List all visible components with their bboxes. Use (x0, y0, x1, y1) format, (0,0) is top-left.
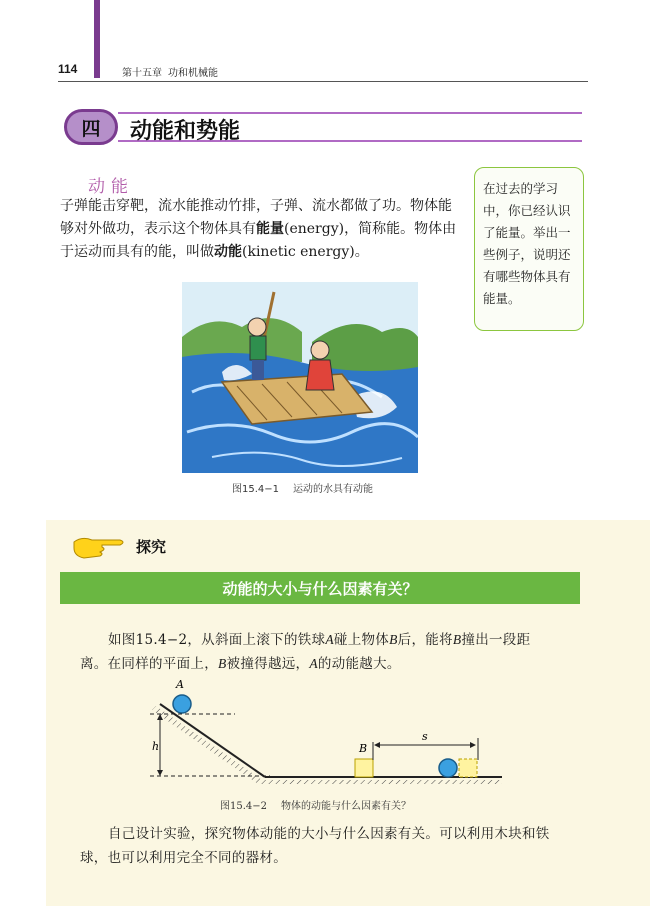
label-s: s (422, 730, 428, 743)
margin-note-box (474, 167, 584, 331)
figure1-number: 图15.4−1 (232, 484, 280, 495)
header-divider (58, 81, 588, 82)
section-title: 动能和势能 (130, 119, 241, 144)
inquiry-text-e: 被撞得越远， (226, 656, 310, 672)
term-kinetic-energy: 动能 (214, 244, 242, 260)
chapter-title: 功和机械能 (168, 68, 218, 79)
subsection-heading: 动能 (88, 177, 134, 197)
inquiry-text-f: 的动能越大。 (317, 656, 401, 672)
intro-text-a: 子弹能击穿靶，流水能推动竹排，子弹、流水都做了功。物体能够对外做功，表示这个物体具有 (60, 198, 452, 237)
inquiry-text-c: 后，能将 (397, 632, 453, 648)
term-energy: 能量 (256, 221, 284, 237)
figure1-text: 运动的水具有动能 (293, 484, 374, 495)
girl-head (311, 341, 329, 359)
inquiry-text-b: 碰上物体 (333, 632, 390, 648)
explore-label: 探究 (136, 538, 167, 556)
iron-ball-A (173, 695, 191, 713)
figure2-caption (220, 797, 411, 812)
inquiry-text-d: 撞出一段距离。在同样的平面上， (80, 632, 531, 672)
chapter-label (122, 64, 218, 79)
inquiry-banner: 动能的大小与什么因素有关？ (60, 572, 580, 604)
pointing-hand-icon (72, 534, 128, 560)
intro-text-c: (kinetic energy)。 (242, 244, 369, 260)
var-A-1: A (325, 632, 334, 647)
var-B-1: B (389, 632, 398, 647)
label-A: A (176, 678, 184, 691)
figure2-number: 图15.4−2 (220, 801, 268, 812)
intro-paragraph (60, 195, 465, 264)
block-B-end (459, 759, 477, 777)
distance-arrow-right (470, 742, 476, 748)
chapter-color-bar (94, 0, 100, 78)
chapter-number: 第十五章 (122, 68, 162, 79)
closing-paragraph: 自己设计实验，探究物体动能的大小与什么因素有关。可以利用木块和铁球，也可以利用完全不同的器材。 (80, 826, 550, 866)
var-A-2: A (309, 656, 318, 671)
raft-illustration (182, 282, 418, 473)
block-B-start (355, 759, 373, 777)
incline-experiment-diagram (140, 672, 520, 790)
label-h: h (152, 740, 160, 753)
boy-pants (252, 360, 264, 380)
boy-shirt (250, 336, 266, 360)
page-number: 114 (58, 62, 78, 76)
intro-text-b: (energy)，简称能。物体由于运动而具有的能，叫做 (60, 221, 457, 260)
section-number-badge: 四 (64, 109, 118, 145)
distance-arrow-left (374, 742, 380, 748)
var-B-3: B (218, 656, 227, 671)
inquiry-text-a: 如图15.4−2，从斜面上滚下的铁球 (108, 632, 326, 648)
incline-surface (160, 704, 265, 777)
boy-head (248, 318, 266, 336)
var-B-2: B (452, 632, 462, 647)
height-arrow-bottom (157, 770, 163, 776)
girl-dress (306, 360, 334, 390)
figure2-text: 物体的动能与什么因素有关？ (281, 801, 412, 812)
margin-note-text: 在过去的学习中，你已经认识了能量。举出一些例子，说明还有哪些物体具有能量。 (483, 181, 571, 306)
label-B: B (359, 742, 368, 755)
figure1-caption (232, 480, 373, 495)
iron-ball-end (439, 759, 457, 777)
inquiry-paragraph (80, 628, 550, 676)
